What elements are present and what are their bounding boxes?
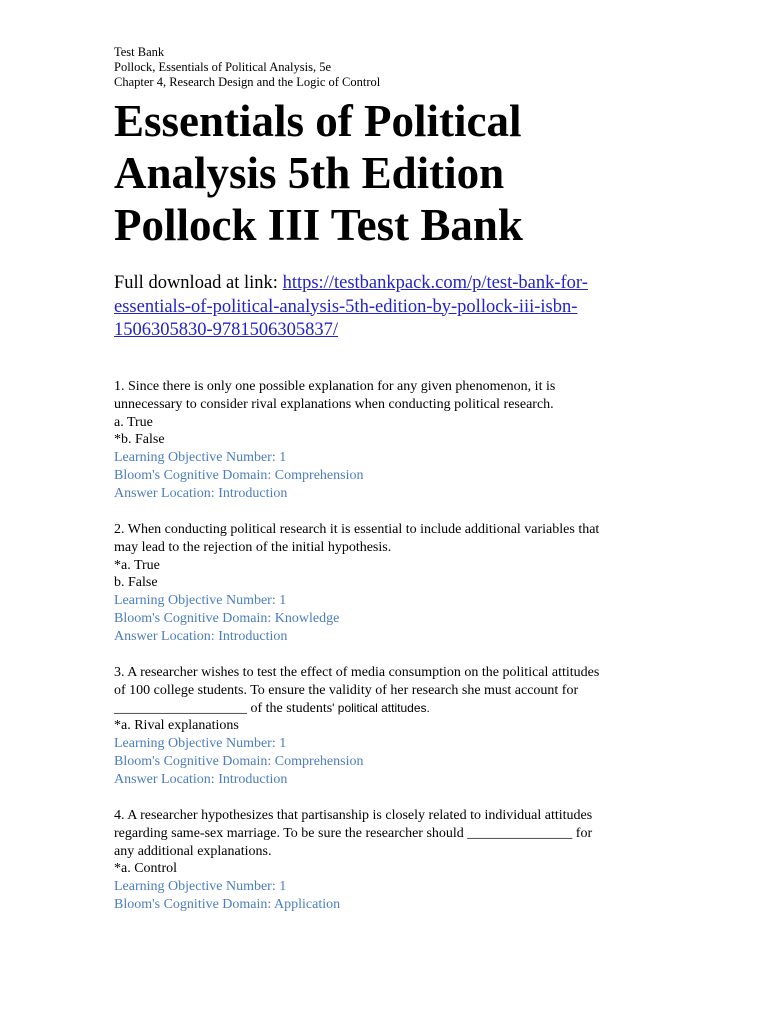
download-link[interactable]: essentials-of-political-analysis-5th-edition-by-pollock-iii-isbn-: [114, 296, 578, 317]
header-line: Chapter 4, Research Design and the Logic of Control: [114, 75, 381, 89]
download-line: [114, 296, 654, 320]
cognitive-domain: Bloom's Cognitive Domain: Application: [114, 896, 341, 912]
question-2: [114, 521, 654, 646]
learning-objective: Learning Objective Number: 1: [114, 593, 287, 609]
title-line: Analysis 5th Edition: [114, 148, 505, 198]
answer-location: Answer Location: Introduction: [114, 628, 288, 644]
question-text: of 100 college students. To ensure the validity of her research she must account for: [114, 682, 579, 698]
document-header: [114, 45, 380, 90]
question-text: [114, 700, 654, 718]
title-line: Pollock III Test Bank: [114, 200, 523, 250]
question-1: [114, 378, 654, 503]
question-text: 2. When conducting political research it is essential to include additional variables that: [114, 522, 600, 537]
learning-objective: Learning Objective Number: 1: [114, 736, 287, 752]
blank-text: ___________________ of the students: [114, 700, 333, 716]
answer-option: b. False: [114, 575, 158, 591]
download-section: [114, 272, 654, 343]
answer-option: *a. Rival explanations: [114, 718, 239, 734]
question-text: any additional explanations.: [114, 843, 272, 859]
blank-text-tail: ' political attitudes.: [332, 700, 430, 715]
question-3: [114, 664, 654, 789]
header-line: Test Bank: [114, 45, 165, 59]
learning-objective: Learning Objective Number: 1: [114, 450, 287, 466]
cognitive-domain: Bloom's Cognitive Domain: Comprehension: [114, 753, 364, 769]
title-line: Essentials of Political: [114, 96, 522, 146]
download-link[interactable]: https://testbankpack.com/p/test-bank-for-: [282, 273, 588, 293]
answer-option: *b. False: [114, 432, 165, 448]
answer-option: a. True: [114, 414, 153, 430]
download-line: [114, 272, 654, 296]
question-text: 4. A researcher hypothesizes that partisanship is closely related to individual attitudes: [114, 808, 593, 823]
question-text: unnecessary to consider rival explanations when conducting political research.: [114, 396, 554, 412]
download-link[interactable]: 1506305830-9781506305837/: [114, 320, 339, 340]
header-line: Pollock, Essentials of Political Analysis, 5e: [114, 60, 331, 74]
question-text: regarding same-sex marriage. To be sure the researcher should _______________ for: [114, 825, 593, 841]
answer-location: Answer Location: Introduction: [114, 771, 288, 787]
question-4: [114, 807, 654, 914]
download-line: [114, 319, 654, 343]
question-text: 3. A researcher wishes to test the effect of media consumption on the political attitudes: [114, 665, 600, 680]
answer-option: *a. Control: [114, 861, 177, 877]
download-prefix: Full download at link:: [114, 273, 283, 293]
answer-option: *a. True: [114, 557, 160, 573]
question-text: 1. Since there is only one possible explanation for any given phenomenon, it is: [114, 379, 556, 394]
document-title: [114, 95, 523, 251]
cognitive-domain: Bloom's Cognitive Domain: Comprehension: [114, 467, 364, 483]
question-text: may lead to the rejection of the initial hypothesis.: [114, 539, 392, 555]
answer-location: Answer Location: Introduction: [114, 485, 288, 501]
cognitive-domain: Bloom's Cognitive Domain: Knowledge: [114, 610, 340, 626]
learning-objective: Learning Objective Number: 1: [114, 879, 287, 895]
